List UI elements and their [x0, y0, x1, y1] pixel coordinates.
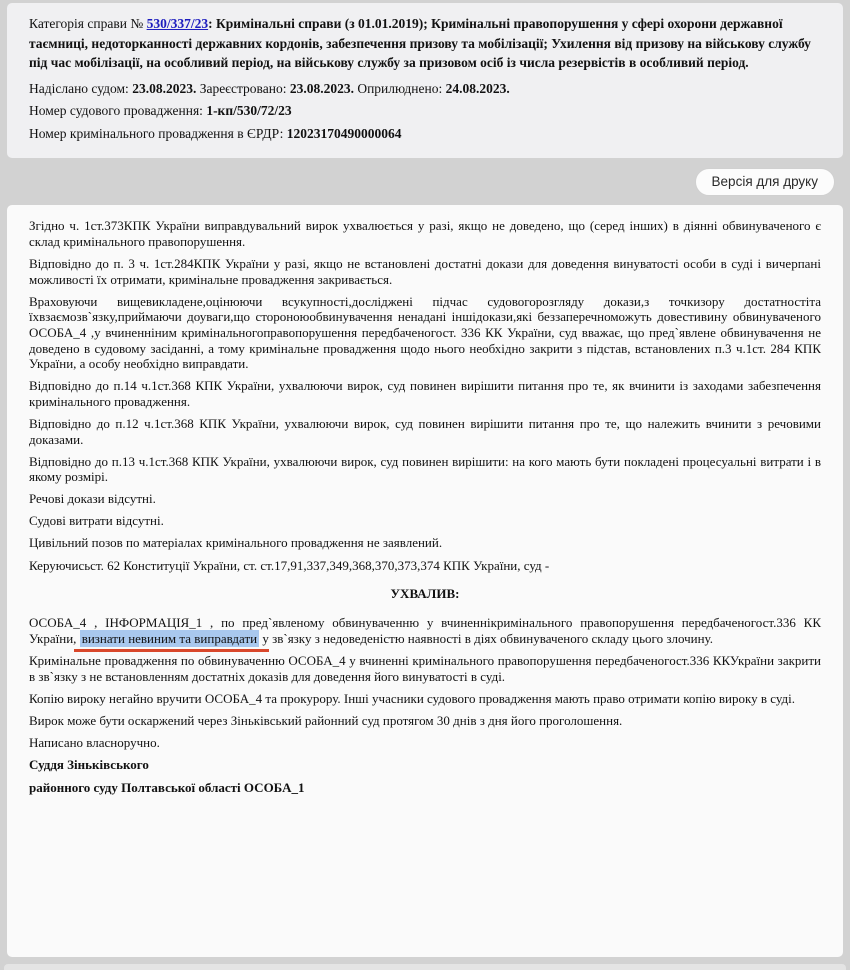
verdict-highlight-text: визнати невиним та виправдати: [81, 631, 258, 647]
text-run: Згідно ч. 1ст.373КПК України виправдувальний вирок ухвалюється у разі, якщо не доведено, що (серед інших) в діянні обвинуваченого є склад кримінального правопорушення.: [29, 218, 821, 249]
text-run: Судові витрати відсутні.: [29, 513, 164, 529]
text-run: 12023170490000064: [286, 125, 402, 141]
text-run: 24.08.2023.: [445, 80, 510, 96]
text-run: Суддя Зіньківського: [29, 757, 149, 773]
toolbar: [7, 158, 843, 205]
paragraph: [29, 713, 821, 729]
paragraph: [29, 454, 821, 485]
next-card-edge: [4, 964, 846, 970]
text-run: ОСОБА_4 , ІНФОРМАЦІЯ_1 , по пред`явленому обвинуваченню у вчиненнікримінального правопорушення передбаченогост.336 КК України,: [29, 614, 821, 647]
court-proceeding-number-row: [29, 101, 821, 121]
paragraph: [29, 416, 821, 447]
text-run: Цивільний позов по матеріалах кримінального провадження не заявлений.: [29, 535, 443, 551]
text-run: Оприлюднено:: [353, 80, 446, 96]
paragraph: [29, 491, 821, 507]
case-number-link[interactable]: 530/337/23: [146, 16, 209, 31]
paragraph: [29, 535, 821, 551]
text-run: Зареєстровано:: [196, 80, 290, 96]
text-run: Кримінальне провадження по обвинуваченню ОСОБА_4 у вчиненні кримінального правопорушення передбаченогост.336 ККУкраїни закрити в зв`язку з не встановленням достатніх доказів для доведення його винуватості в суді.: [29, 653, 821, 685]
text-run: районного суду Полтавської області ОСОБА_1: [29, 779, 305, 795]
text-run: Категорія справи №: [29, 16, 147, 31]
text-run: 23.08.2023.: [289, 80, 354, 96]
paragraph: [29, 378, 821, 409]
print-version-button[interactable]: Версія для друку: [695, 168, 835, 196]
text-run: Номер судового провадження:: [29, 103, 207, 119]
text-run: Написано власноручно.: [29, 735, 160, 751]
text-run: Вирок може бути оскаржений через Зіньківський районний суд протягом 30 днів з дня його проголошення.: [29, 713, 623, 729]
text-run: Копію вироку негайно вручити ОСОБА_4 та прокурору. Інші учасники судового провадження мають право отримати копію вироку в суді.: [29, 691, 796, 707]
text-run: Відповідно до п.13 ч.1ст.368 КПК України, ухвалюючи вирок, суд повинен вирішити: на кого мають бути покладені процесуальні витрати і в якому розмірі.: [29, 453, 821, 485]
text-run: Кримінальні справи (з 01.01.2019); Кримінальні правопорушення у сфері охорони державної таємниці, недоторканності державних кордонів, забезпечення призову та мобілізації; Ухилення від призову на військову службу під час мобілізації, на особливий період, на військову службу за призовом осіб із числа резервістів в особливий період.: [29, 16, 811, 71]
text-run: Керуючисьст. 62 Конституції України, ст. ст.17,91,337,349,368,370,373,374 КПК України, суд -: [29, 557, 550, 573]
text-run: Надіслано судом:: [29, 80, 133, 96]
case-header-panel: [7, 3, 843, 158]
paragraph: [29, 256, 821, 287]
paragraph: [29, 218, 821, 249]
case-category-row: [29, 14, 821, 73]
paragraph: [29, 294, 821, 372]
document-panel: [7, 205, 843, 957]
paragraph: [29, 558, 821, 574]
text-run: 1-кп/530/72/23: [206, 103, 292, 119]
case-dates-row: [29, 79, 821, 99]
erdr-number-row: [29, 124, 821, 144]
text-run: 23.08.2023.: [132, 80, 197, 96]
paragraph: [29, 691, 821, 707]
text-run: УХВАЛИВ:: [390, 586, 460, 602]
paragraph: [29, 653, 821, 684]
text-run: Відповідно до п. 3 ч. 1ст.284КПК України у разі, якщо не встановлені достатні докази для доведення винуватості особи в суді і вичерпані можливості їх отримати, кримінальне провадження закривається.: [29, 256, 821, 287]
text-run: Враховуючи вищевикладене,оцінюючи всукупності,досліджені підчас судовогорозгляду докази,з точкизору достатностіта їхвзаємозв`язку,приймаючи доуваги,що стороноюобвинувачення ненадані іншідокази,які беззаперечноможуть довестивину обвинуваченого ОСОБА_4 ,у вчиненніним кримінальногоправопорушення передбаченогост. 336 КК України, суд вважає, що пред`явлене обвинувачення не доведено в судовому засіданні, а тому кримінальне провадження щодо нього необхідно закрити з підстав, встановлених п.3 ч.1ст. 284 КПК України, а особу необхідно виправдати.: [29, 293, 821, 372]
signature-line: [29, 757, 821, 773]
text-run: Відповідно до п.12 ч.1ст.368 КПК України, ухвалюючи вирок, суд повинен вирішити питання про те, що належить вчинити з речовими доказами.: [29, 415, 821, 447]
text-run: :: [208, 16, 216, 31]
resolution-heading: [29, 586, 821, 602]
paragraph: [29, 513, 821, 529]
text-run: у зв`язку з недоведеністю наявності в діях обвинуваченого складу цього злочину.: [259, 631, 714, 647]
text-run: Номер кримінального провадження в ЄРДР:: [29, 125, 287, 141]
text-run: Речові докази відсутні.: [29, 491, 156, 507]
text-run: Відповідно до п.14 ч.1ст.368 КПК України, ухвалюючи вирок, суд повинен вирішити питання про те, як вчинити із заходами забезпечення кримінального провадження.: [29, 378, 821, 409]
signature-line: [29, 780, 821, 796]
verdict-paragraph: [29, 615, 821, 647]
paragraph: [29, 735, 821, 751]
